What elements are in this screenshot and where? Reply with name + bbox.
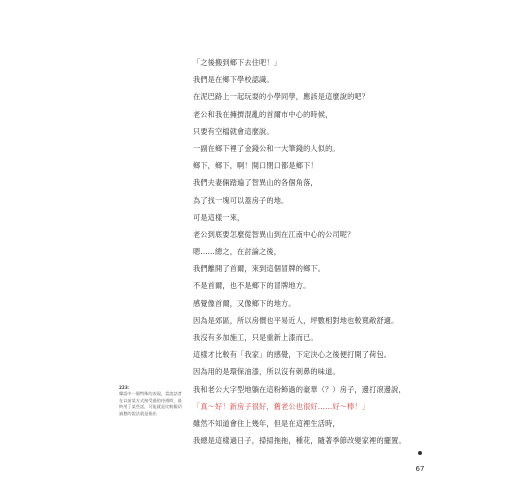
body-line: 只要有空檔就會這麼說。 bbox=[193, 126, 274, 136]
page-number-block bbox=[410, 451, 430, 475]
body-line: 感覺像首爾，又像鄉下的地方。 bbox=[193, 298, 296, 308]
body-line: 老公和我在擁擠混亂的首爾市中心的時候， bbox=[193, 109, 333, 119]
body-line: 我總是這樣過日子，掃掃拖拖，種花，隨著季節改變家裡的擺置。 bbox=[193, 436, 406, 446]
body-line: 我們離開了首爾，來到這個冒牌的鄉下。 bbox=[193, 264, 326, 274]
body-text bbox=[193, 58, 443, 453]
page-number: 67 bbox=[415, 465, 425, 473]
page-dot-icon bbox=[418, 451, 422, 455]
body-line: 不是首爾，也不是鄉下的冒牌地方。 bbox=[193, 281, 311, 291]
body-line-highlighted-quote: 「真～好！新房子很好，舊老公也很好……好～棒！」 bbox=[193, 401, 370, 411]
body-line: 我們夫妻倆踏遍了智異山的各個角落， bbox=[193, 178, 318, 188]
body-line: 「之後搬到鄉下去住吧！」 bbox=[193, 58, 282, 67]
body-line: 我和老公大字型地躺在這粉飾過的豪華（？）房子，邊打滾邊說， bbox=[193, 384, 406, 394]
body-line: 因為是郊區，所以房價也平易近人，坪數相對地也較寬敞舒適。 bbox=[193, 315, 399, 325]
body-line: 老公到底要怎麼從智異山到在江南中心的公司呢？ bbox=[193, 229, 355, 239]
sidenote-number: 223： bbox=[119, 385, 132, 390]
body-line: 一副在鄉下裡了金錢公和一大筆錢的人似的。 bbox=[193, 143, 340, 153]
body-line: 我們是在鄉下學校認識。 bbox=[193, 75, 274, 85]
body-line: 鄉下，鄉下，啊！開口閉口都是鄉下！ bbox=[193, 161, 318, 171]
body-line: 因為用的是環保油漆，所以沒有刺鼻的味道。 bbox=[193, 367, 340, 377]
body-line: 可是這樣一來， bbox=[193, 212, 245, 222]
body-line: 雖然不知道會住上幾年，但是在這裡生活時， bbox=[193, 418, 340, 428]
body-line: 在泥巴路上一起玩耍的小學同學，應該是這麼說的吧？ bbox=[193, 92, 370, 102]
body-line: 為了找一塊可以蓋房子的地。 bbox=[193, 195, 289, 205]
sidenote bbox=[119, 385, 185, 417]
body-line: 我沒有多加施工，只是重新上漆而已。 bbox=[193, 333, 318, 342]
sidenote-text: 韓語中一個特殊的表現，當說話者在以前某方式接受過的待遇時，最終用了某些話，可能就是比較親切誠懇的說法就是指出 bbox=[119, 391, 182, 416]
body-line: 嗯……總之，在討論之後， bbox=[193, 247, 282, 257]
body-line: 這樣才比較有「我家」的感覺，下定決心之後便打開了荷包。 bbox=[193, 350, 392, 360]
